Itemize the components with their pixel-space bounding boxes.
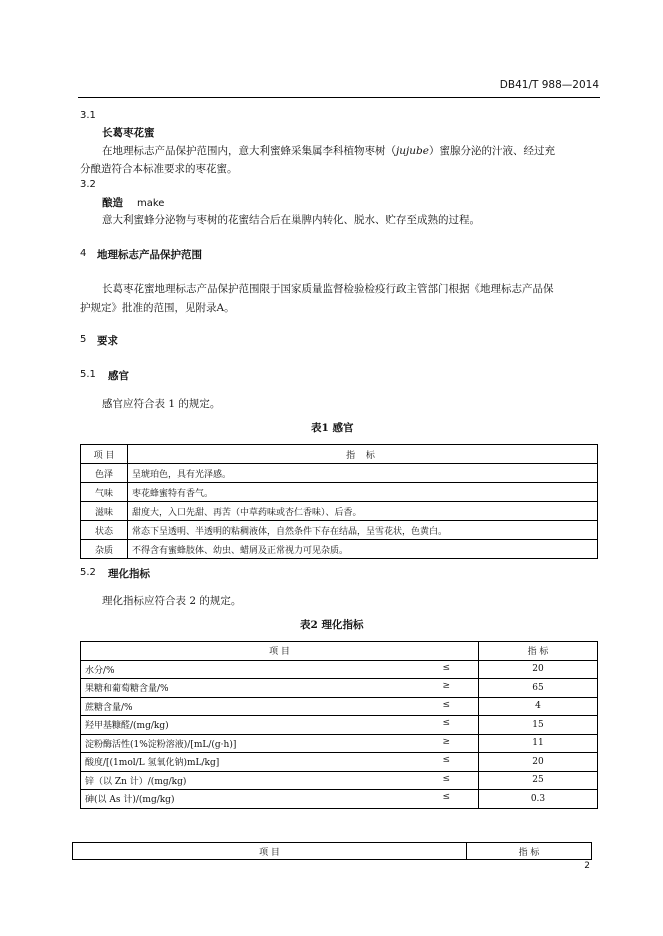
table-cell-name: 羟甲基糠醛/(mg/kg) ≤	[81, 716, 479, 735]
table-row	[81, 716, 598, 735]
section-3-2-term: 酿造 make	[102, 197, 165, 209]
latin-name: jujube	[396, 145, 429, 157]
section-3-1-term: 长葛枣花蜜	[102, 127, 155, 139]
section-3-1-definition-line1: 在地理标志产品保护范围内，意大利蜜蜂采集属李科植物枣树（jujube）蜜腺分泌的汁液、经过充	[102, 145, 555, 157]
section-5-2-title: 理化指标	[108, 568, 150, 580]
table-header-row	[81, 642, 598, 661]
comparison-symbol: ≥	[442, 736, 450, 747]
section-4-number: 4	[80, 248, 87, 259]
table-cell: 甜度大，入口先甜、再苦（中草药味或杏仁香味）、后香。	[128, 502, 598, 521]
section-3-2-number: 3.2	[80, 179, 96, 190]
section-4-title: 地理标志产品保护范围	[97, 249, 202, 261]
table-row	[81, 660, 598, 679]
standard-code: DB41/T 988—2014	[499, 79, 599, 91]
table-cell-name: 砷(以 As 计)/(mg/kg) ≤	[81, 790, 479, 809]
table-cell-value: 20	[479, 753, 598, 772]
table-header-cell: 项 目	[81, 642, 479, 661]
table-header-cell: 项 目	[73, 843, 467, 860]
table-cell: 气味	[81, 483, 128, 502]
table-cell-value: 15	[479, 716, 598, 735]
table-cell-value: 4	[479, 697, 598, 716]
table-row	[81, 790, 598, 809]
section-5-title: 要求	[97, 335, 118, 347]
section-5-2-number: 5.2	[80, 567, 96, 578]
table-row	[81, 502, 598, 521]
table-row	[81, 464, 598, 483]
table1-sensory	[80, 444, 598, 559]
table-row	[81, 540, 598, 559]
section-4-para-line1: 长葛枣花蜜地理标志产品保护范围限于国家质量监督检验检疫行政主管部门根据《地理标志产品保	[102, 283, 554, 295]
table-row	[81, 521, 598, 540]
page-number: 2	[584, 861, 590, 871]
table2-physicochemical	[80, 641, 598, 809]
table1-caption: 表1 感官	[311, 422, 354, 434]
table-cell: 杂质	[81, 540, 128, 559]
table-cell-name: 淀粉酶活性(1%淀粉溶液)/[mL/(g·h)] ≥	[81, 734, 479, 753]
header-rule	[78, 97, 600, 98]
table-row	[81, 753, 598, 772]
section-3-2-term-en: make	[137, 198, 165, 209]
table-cell-name: 果糖和葡萄糖含量/% ≥	[81, 679, 479, 698]
table-cell-name: 酸度/[(1mol/L 氢氧化钠)mL/kg] ≤	[81, 753, 479, 772]
comparison-symbol: ≤	[442, 792, 450, 802]
comparison-symbol: ≤	[442, 773, 450, 784]
table-cell: 常态下呈透明、半透明的粘稠液体，自然条件下存在结晶，呈雪花状，色黄白。	[128, 521, 598, 540]
table2-caption: 表2 理化指标	[300, 619, 364, 631]
table-cell-value: 0.3	[479, 790, 598, 809]
table-row	[81, 734, 598, 753]
table-row	[81, 483, 598, 502]
table-header-cell: 指 标	[467, 843, 592, 860]
section-5-1-title: 感官	[108, 370, 129, 382]
table-row	[81, 771, 598, 790]
section-3-2-definition: 意大利蜜蜂分泌物与枣树的花蜜结合后在巢脾内转化、脱水、贮存至成熟的过程。	[102, 214, 480, 226]
table-cell: 不得含有蜜蜂肢体、幼虫、蜡屑及正常视力可见杂质。	[128, 540, 598, 559]
table-cell-value: 25	[479, 771, 598, 790]
comparison-symbol: ≥	[442, 681, 450, 691]
table-row	[81, 679, 598, 698]
comparison-symbol: ≤	[442, 718, 450, 728]
section-5-2-para: 理化指标应符合表 2 的规定。	[102, 595, 242, 607]
section-5-1-number: 5.1	[80, 369, 96, 380]
table-cell-value: 20	[479, 660, 598, 679]
table-cell: 呈琥珀色，具有光泽感。	[128, 464, 598, 483]
table-cell-value: 11	[479, 734, 598, 753]
section-3-1-definition-line2: 分酿造符合本标准要求的枣花蜜。	[80, 163, 238, 175]
section-5-number: 5	[80, 334, 87, 345]
table-header-cell: 指 标	[479, 642, 598, 661]
table-header-cell: 指 标	[128, 445, 598, 464]
section-5-1-para: 感官应符合表 1 的规定。	[102, 398, 221, 410]
comparison-symbol: ≤	[442, 699, 450, 710]
table-row	[81, 697, 598, 716]
table-cell: 枣花蜂蜜特有香气。	[128, 483, 598, 502]
table-cell: 色泽	[81, 464, 128, 483]
table-cell-name: 水分/% ≤	[81, 660, 479, 679]
table-header-row	[81, 445, 598, 464]
section-4-para-line2: 护规定》批准的范围，见附录A。	[80, 302, 235, 314]
section-3-1-number: 3.1	[80, 110, 96, 121]
table-cell-name: 蔗糖含量/% ≤	[81, 697, 479, 716]
table-cell: 状态	[81, 521, 128, 540]
table2-continued-header	[72, 842, 592, 860]
comparison-symbol: ≤	[442, 662, 450, 673]
comparison-symbol: ≤	[442, 755, 450, 765]
table-cell-name: 锌（以 Zn 计）/(mg/kg) ≤	[81, 771, 479, 790]
table-cell: 滋味	[81, 502, 128, 521]
table-header-row	[73, 843, 592, 860]
table-cell-value: 65	[479, 679, 598, 698]
table-header-cell: 项 目	[81, 445, 128, 464]
